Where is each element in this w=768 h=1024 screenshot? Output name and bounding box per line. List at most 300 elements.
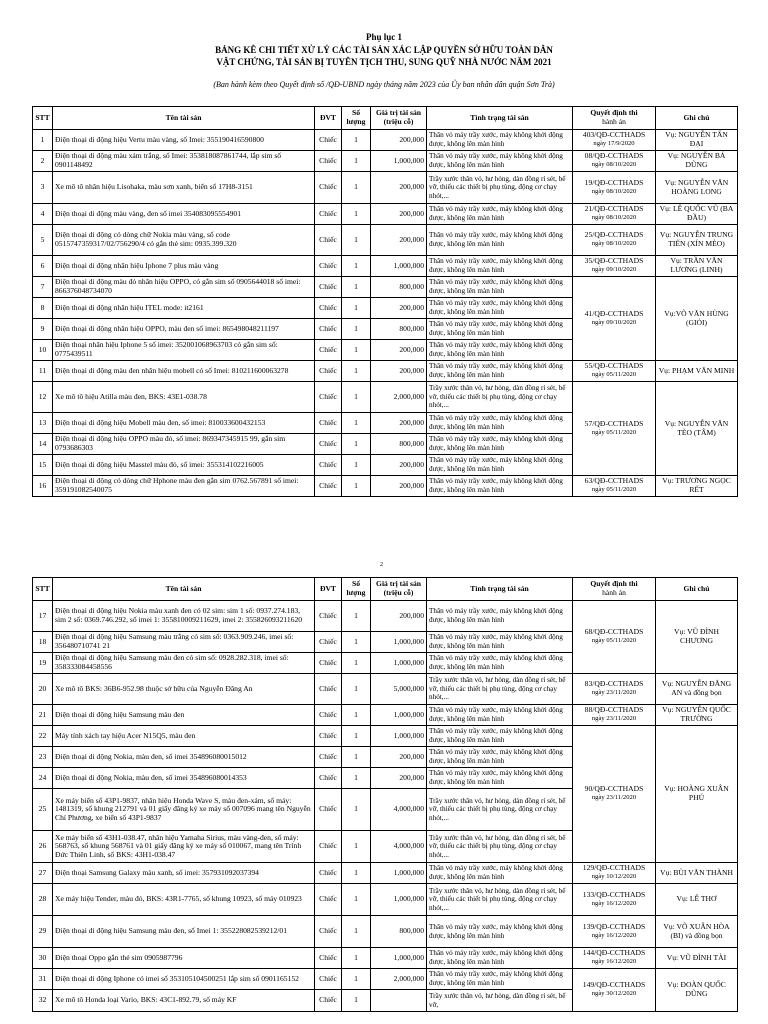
row-value: 200,000 bbox=[371, 413, 427, 434]
row-note: Vụ: NGUYỄN TẤN ĐẠI bbox=[656, 130, 738, 151]
decision-number: 19/QĐ-CCTHADS bbox=[584, 177, 644, 187]
decision-date: ngày 16/12/2020 bbox=[591, 958, 637, 965]
row-decision bbox=[573, 361, 656, 382]
decision-number: 139/QĐ-CCTHADS bbox=[582, 921, 646, 931]
row-asset-name: Điện thoại di động hiệu Vertu màu vàng, số Imei: 355190416590800 bbox=[53, 130, 315, 151]
row-quantity: 1 bbox=[342, 747, 371, 768]
row-unit: Chiếc bbox=[315, 298, 342, 319]
header-qty: Số lượng bbox=[342, 107, 371, 130]
row-note: Vụ: BÙI VĂN THÀNH bbox=[656, 863, 738, 884]
row-asset-name: Điện thoại di động có dòng chữ Nokia màu vàng, số code 0515747359317/02/756290/4 có gắn thẻ sim: 0935.399.320 bbox=[53, 225, 315, 256]
row-quantity: 1 bbox=[342, 969, 371, 990]
table-header-row bbox=[33, 578, 738, 601]
table-row bbox=[33, 726, 738, 747]
row-quantity: 1 bbox=[342, 151, 371, 172]
decision-number: 88/QĐ-CCTHADS bbox=[584, 705, 644, 715]
table-row bbox=[33, 361, 738, 382]
row-condition: Thân vỏ máy trầy xước, máy không khởi động được, không lên màn hình bbox=[427, 361, 573, 382]
row-condition: Trầy xước thân vỏ, hư hỏng, dàn đồng rỉ sét, bể vỡ, thiếu các thiết bị phụ tùng, động cơ chạy nhót,... bbox=[427, 674, 573, 705]
row-value: 800,000 bbox=[371, 277, 427, 298]
row-quantity: 1 bbox=[342, 831, 371, 863]
row-note: Vụ: NGUYỄN VĂN HOÀNG LONG bbox=[656, 172, 738, 204]
row-quantity: 1 bbox=[342, 361, 371, 382]
row-unit: Chiếc bbox=[315, 632, 342, 653]
row-quantity: 1 bbox=[342, 601, 371, 632]
row-unit: Chiếc bbox=[315, 382, 342, 413]
table-row bbox=[33, 863, 738, 884]
row-asset-name: Điện thoại di động Nokia, màu đen, số imei 354896080015012 bbox=[53, 747, 315, 768]
decision-number: 149/QĐ-CCTHADS bbox=[582, 980, 646, 990]
row-unit: Chiếc bbox=[315, 768, 342, 789]
row-decision bbox=[573, 601, 656, 674]
row-condition: Thân vỏ máy trầy xước, máy không khởi động được, không lên màn hình bbox=[427, 705, 573, 726]
row-stt: 21 bbox=[33, 705, 53, 726]
row-condition: Thân vỏ máy trầy xước, máy không khởi động được, không lên màn hình bbox=[427, 256, 573, 277]
row-value: 200,000 bbox=[371, 225, 427, 256]
row-value: 2,000,000 bbox=[371, 382, 427, 413]
table-row bbox=[33, 476, 738, 497]
row-stt: 23 bbox=[33, 747, 53, 768]
row-condition: Thân vỏ máy trầy xước, máy không khởi động được, không lên màn hình bbox=[427, 413, 573, 434]
table-header-row bbox=[33, 107, 738, 130]
header-decision-sub: hành án bbox=[602, 117, 626, 126]
row-unit: Chiếc bbox=[315, 916, 342, 948]
row-condition: Thân vỏ máy trầy xước, máy không khởi động được, không lên màn hình bbox=[427, 601, 573, 632]
row-stt: 16 bbox=[33, 476, 53, 497]
row-stt: 6 bbox=[33, 256, 53, 277]
row-quantity: 1 bbox=[342, 789, 371, 831]
header-name: Tên tài sản bbox=[53, 107, 315, 130]
row-stt: 15 bbox=[33, 455, 53, 476]
row-note: Vụ: VÕ XUÂN HÒA (BI) và đồng bọn bbox=[656, 916, 738, 948]
row-asset-name: Xe máy hiệu Tender, màu đỏ, BKS: 43R1-7765, số khung 10923, số máy 010923 bbox=[53, 884, 315, 916]
row-stt: 28 bbox=[33, 884, 53, 916]
asset-table-page-1 bbox=[32, 106, 738, 497]
row-asset-name: Điện thoại di động hiệu Samsung màu đen có sim số: 0928.282.318, imei số: 358333084458556 bbox=[53, 653, 315, 674]
decision-number: 57/QĐ-CCTHADS bbox=[584, 418, 644, 428]
row-value: 4,000,000 bbox=[371, 789, 427, 831]
decision-date: ngày 09/10/2020 bbox=[591, 318, 637, 326]
document-title-line-1: BẢNG KÊ CHI TIẾT XỬ LÝ CÁC TÀI SẢN XÁC LẬP QUYỀN SỞ HỮU TOÀN DÂN bbox=[215, 45, 553, 55]
row-value: 800,000 bbox=[371, 319, 427, 340]
header-qty: Số lượng bbox=[342, 578, 371, 601]
row-value: 1,000,000 bbox=[371, 256, 427, 277]
row-note: Vụ: NGUYỄN BÁ DŨNG bbox=[656, 151, 738, 172]
row-decision bbox=[573, 277, 656, 361]
row-asset-name: Điện thoại di động hiệu Nokia màu xanh đen có 02 sim: sim 1 số: 0937.274.183, sim 2 số: 0369.746.292, số imei 1: 355810009211629, imei 2: 355826093211620 bbox=[53, 601, 315, 632]
table-row bbox=[33, 204, 738, 225]
decision-date: ngày 08/10/2020 bbox=[591, 240, 637, 247]
row-asset-name: Máy tính xách tay hiệu Acer N15Q5, màu đen bbox=[53, 726, 315, 747]
row-stt: 3 bbox=[33, 172, 53, 204]
row-decision bbox=[573, 916, 656, 948]
row-condition: Thân vỏ máy trầy xước, máy không khởi động được, không lên màn hình bbox=[427, 204, 573, 225]
row-decision bbox=[573, 863, 656, 884]
row-unit: Chiếc bbox=[315, 455, 342, 476]
row-unit: Chiếc bbox=[315, 434, 342, 455]
row-value: 2,000,000 bbox=[371, 969, 427, 990]
row-note: Vụ: VŨ ĐÌNH CHƯƠNG bbox=[656, 601, 738, 674]
row-decision bbox=[573, 884, 656, 916]
row-value: 200,000 bbox=[371, 476, 427, 497]
row-stt: 18 bbox=[33, 632, 53, 653]
row-asset-name: Điện thoại di động nhãn hiệu OPPO, màu đen số imei: 865498048211197 bbox=[53, 319, 315, 340]
row-stt: 12 bbox=[33, 382, 53, 413]
row-value: 1,000,000 bbox=[371, 863, 427, 884]
decision-date: ngày 16/12/2020 bbox=[591, 899, 637, 907]
row-note: Vụ: HOÀNG XUÂN PHÚ bbox=[656, 726, 738, 863]
decision-number: 21/QĐ-CCTHADS bbox=[584, 204, 644, 214]
row-note: Vụ: TRẦN VĂN LƯƠNG (LINH) bbox=[656, 256, 738, 277]
row-unit: Chiếc bbox=[315, 789, 342, 831]
row-value bbox=[371, 990, 427, 1012]
header-stt: STT bbox=[33, 107, 53, 130]
row-asset-name: Điện thoại di động hiệu Samsung màu đen bbox=[53, 705, 315, 726]
row-quantity: 1 bbox=[342, 863, 371, 884]
decision-date: ngày 05/11/2020 bbox=[591, 428, 637, 436]
row-stt: 29 bbox=[33, 916, 53, 948]
row-asset-name: Xe máy biển số 43P1-9837, nhãn hiệu Honda Wave S, màu đen-xám, số máy: 1481319, số khung 212791 và 01 giấy đăng ký xe máy số 007096 mang tên Nguyễn Chí Phương, xe biển số 43P1-9837 bbox=[53, 789, 315, 831]
row-value: 1,000,000 bbox=[371, 726, 427, 747]
row-value: 200,000 bbox=[371, 204, 427, 225]
row-asset-name: Điện thoại di động Iphone có imei số 353105104500251 lắp sim số 0901165152 bbox=[53, 969, 315, 990]
row-quantity: 1 bbox=[342, 884, 371, 916]
row-asset-name: Điện thoại Oppo gắn thẻ sim 0905987796 bbox=[53, 948, 315, 969]
row-unit: Chiếc bbox=[315, 413, 342, 434]
decision-number: 133/QĐ-CCTHADS bbox=[582, 889, 646, 899]
asset-table-page-2 bbox=[32, 577, 738, 1012]
row-stt: 1 bbox=[33, 130, 53, 151]
row-condition: Thân vỏ máy trầy xước, máy không khởi động được, không lên màn hình bbox=[427, 476, 573, 497]
row-quantity: 1 bbox=[342, 455, 371, 476]
row-asset-name: Điện thoại di động hiệu Masstel màu đỏ, số imei: 355314102216005 bbox=[53, 455, 315, 476]
row-stt: 31 bbox=[33, 969, 53, 990]
table-row bbox=[33, 705, 738, 726]
decision-number: 129/QĐ-CCTHADS bbox=[582, 863, 646, 873]
row-note: Vụ: TRƯƠNG NGỌC RẾT bbox=[656, 476, 738, 497]
decision-date: ngày 10/12/2020 bbox=[591, 873, 637, 880]
decision-date: ngày 17/9/2020 bbox=[593, 140, 635, 147]
table-row bbox=[33, 948, 738, 969]
row-note: Vụ: LÊ QUỐC VŨ (BA ĐẦU) bbox=[656, 204, 738, 225]
row-stt: 27 bbox=[33, 863, 53, 884]
decision-date: ngày 08/10/2020 bbox=[591, 214, 637, 221]
row-asset-name: Điện thoại di động có dòng chữ Hphone màu đen gắn sim 0762.567891 số imei: 359191082540075 bbox=[53, 476, 315, 497]
decision-number: 08/QĐ-CCTHADS bbox=[584, 151, 644, 161]
decision-date: ngày 30/12/2020 bbox=[591, 990, 637, 997]
row-quantity: 1 bbox=[342, 434, 371, 455]
header-decision bbox=[573, 578, 656, 601]
row-condition: Thân vỏ máy trầy xước, máy không khởi động được, không lên màn hình bbox=[427, 434, 573, 455]
row-condition: Trầy xước thân vỏ, hư hỏng, dàn đồng rỉ sét, bể vỡ, bbox=[427, 990, 573, 1012]
header-condition: Tình trạng tài sản bbox=[427, 578, 573, 601]
row-note: Vụ: NGUYỄN VĂN TÈO (TÂM) bbox=[656, 382, 738, 476]
row-stt: 4 bbox=[33, 204, 53, 225]
row-condition: Trầy xước thân vỏ, hư hỏng, dàn đồng rỉ sét, bể vỡ, thiếu các thiết bị phụ tùng, động cơ chạy nhót,... bbox=[427, 789, 573, 831]
header-decision bbox=[573, 107, 656, 130]
row-unit: Chiếc bbox=[315, 151, 342, 172]
decision-number: 41/QĐ-CCTHADS bbox=[584, 308, 644, 318]
header-decision-title: Quyết định thi bbox=[590, 579, 638, 589]
header-stt: STT bbox=[33, 578, 53, 601]
row-quantity: 1 bbox=[342, 204, 371, 225]
row-quantity: 1 bbox=[342, 298, 371, 319]
row-asset-name: Điện thoại Samsung Galaxy màu xanh, số imei: 357931092037394 bbox=[53, 863, 315, 884]
row-stt: 8 bbox=[33, 298, 53, 319]
row-condition: Thân vỏ máy trầy xước, máy không khởi động được, không lên màn hình bbox=[427, 948, 573, 969]
row-value: 1,000,000 bbox=[371, 151, 427, 172]
row-value: 800,000 bbox=[371, 916, 427, 948]
row-quantity: 1 bbox=[342, 705, 371, 726]
row-value: 4,000,000 bbox=[371, 831, 427, 863]
row-condition: Thân vỏ máy trầy xước, máy không khởi động được, không lên màn hình bbox=[427, 632, 573, 653]
header-value: Giá trị tài sản (triệu cỗ) bbox=[371, 578, 427, 601]
row-stt: 17 bbox=[33, 601, 53, 632]
row-stt: 30 bbox=[33, 948, 53, 969]
row-unit: Chiếc bbox=[315, 884, 342, 916]
row-decision bbox=[573, 204, 656, 225]
page-number: 2 bbox=[380, 562, 383, 568]
table-row bbox=[33, 884, 738, 916]
row-asset-name: Điện thoại di động hiệu Samsung màu trắng có sim số: 0363.909.246, imei số: 356480710741 21 bbox=[53, 632, 315, 653]
row-quantity: 1 bbox=[342, 382, 371, 413]
decision-date: ngày 08/10/2020 bbox=[591, 187, 637, 195]
table-row bbox=[33, 969, 738, 990]
decision-date: ngày 05/11/2020 bbox=[591, 637, 637, 644]
row-decision bbox=[573, 969, 656, 1012]
row-unit: Chiếc bbox=[315, 747, 342, 768]
table-row bbox=[33, 256, 738, 277]
row-note: Vụ: VŨ ĐÌNH TÀI bbox=[656, 948, 738, 969]
row-value: 1,000,000 bbox=[371, 705, 427, 726]
row-asset-name: Xe mô tô Honda loại Vario, BKS: 43C1-892.79, số máy KF bbox=[53, 990, 315, 1012]
row-unit: Chiếc bbox=[315, 831, 342, 863]
row-stt: 22 bbox=[33, 726, 53, 747]
row-decision bbox=[573, 476, 656, 497]
row-unit: Chiếc bbox=[315, 340, 342, 361]
header-unit: ĐVT bbox=[315, 107, 342, 130]
header-condition: Tình trạng tài sản bbox=[427, 107, 573, 130]
row-asset-name: Xe mô tô BKS: 36B6-952.98 thuộc sở hữu của Nguyễn Đăng An bbox=[53, 674, 315, 705]
row-value: 200,000 bbox=[371, 747, 427, 768]
header-name: Tên tài sản bbox=[53, 578, 315, 601]
header-value: Giá trị tài sản (triệu cỗ) bbox=[371, 107, 427, 130]
row-condition: Thân vỏ máy trầy xước, máy không khởi động được, không lên màn hình bbox=[427, 455, 573, 476]
row-unit: Chiếc bbox=[315, 130, 342, 151]
decision-number: 55/QĐ-CCTHADS bbox=[584, 361, 644, 371]
row-condition: Thân vỏ máy trầy xước, máy không khởi động được, không lên màn hình bbox=[427, 863, 573, 884]
row-unit: Chiếc bbox=[315, 277, 342, 298]
row-condition: Thân vỏ máy trầy xước, máy không khởi động được, không lên màn hình bbox=[427, 340, 573, 361]
row-value: 1,000,000 bbox=[371, 884, 427, 916]
row-asset-name: Điện thoại di động hiệu Mobell màu đen, số imei: 810033600432153 bbox=[53, 413, 315, 434]
row-stt: 26 bbox=[33, 831, 53, 863]
header-note: Ghi chú bbox=[656, 107, 738, 130]
row-quantity: 1 bbox=[342, 225, 371, 256]
table-row bbox=[33, 382, 738, 413]
decision-date: ngày 23/11/2020 bbox=[591, 715, 637, 722]
row-condition: Thân vỏ máy trầy xước, máy không khởi động được, không lên màn hình bbox=[427, 277, 573, 298]
row-unit: Chiếc bbox=[315, 948, 342, 969]
row-condition: Thân vỏ máy trầy xước, máy không khởi động được, không lên màn hình bbox=[427, 653, 573, 674]
appendix-label: Phụ lục 1 bbox=[365, 32, 402, 42]
row-unit: Chiếc bbox=[315, 653, 342, 674]
row-stt: 5 bbox=[33, 225, 53, 256]
row-stt: 32 bbox=[33, 990, 53, 1012]
row-decision bbox=[573, 256, 656, 277]
row-note: Vụ: NGUYỄN QUỐC TRƯỜNG bbox=[656, 705, 738, 726]
row-decision bbox=[573, 948, 656, 969]
row-unit: Chiếc bbox=[315, 674, 342, 705]
row-quantity: 1 bbox=[342, 768, 371, 789]
decision-date: ngày 05/11/2020 bbox=[591, 486, 637, 493]
row-stt: 7 bbox=[33, 277, 53, 298]
row-note: Vụ: LÊ THƠ bbox=[656, 884, 738, 916]
row-stt: 11 bbox=[33, 361, 53, 382]
row-condition: Thân vỏ máy trầy xước, máy không khởi động được, không lên màn hình bbox=[427, 747, 573, 768]
table-row bbox=[33, 674, 738, 705]
header-unit: ĐVT bbox=[315, 578, 342, 601]
row-quantity: 1 bbox=[342, 413, 371, 434]
row-value: 200,000 bbox=[371, 601, 427, 632]
row-quantity: 1 bbox=[342, 674, 371, 705]
document-title-line-2: VẬT CHỨNG, TÀI SẢN BỊ TUYÊN TỊCH THU, SUNG QUỸ NHÀ NƯỚC NĂM 2021 bbox=[216, 57, 552, 67]
row-unit: Chiếc bbox=[315, 969, 342, 990]
decision-number: 403/QĐ-CCTHADS bbox=[582, 130, 646, 140]
row-value: 200,000 bbox=[371, 130, 427, 151]
decision-date: ngày 09/10/2020 bbox=[591, 266, 637, 273]
row-condition: Thân vỏ máy trầy xước, máy không khởi động được, không lên màn hình bbox=[427, 225, 573, 256]
row-value: 200,000 bbox=[371, 298, 427, 319]
decision-number: 68/QĐ-CCTHADS bbox=[584, 627, 644, 637]
row-asset-name: Điện thoại nhãn hiệu Iphone 5 số imei: 352001068963703 có gắn sim số: 0775439511 bbox=[53, 340, 315, 361]
table-row bbox=[33, 151, 738, 172]
row-asset-name: Điện thoại di động màu xám trắng, số Imei: 353818087861744, lắp sim số 0901148492 bbox=[53, 151, 315, 172]
row-decision bbox=[573, 726, 656, 863]
row-asset-name: Điện thoại di động hiệu Samsung màu đen, số Imei 1: 355228082539212/01 bbox=[53, 916, 315, 948]
row-value: 200,000 bbox=[371, 455, 427, 476]
row-value: 200,000 bbox=[371, 768, 427, 789]
row-value: 1,000,000 bbox=[371, 653, 427, 674]
row-value: 5,000,000 bbox=[371, 674, 427, 705]
row-quantity: 1 bbox=[342, 319, 371, 340]
row-unit: Chiếc bbox=[315, 601, 342, 632]
row-condition: Thân vỏ máy trầy xước, máy không khởi động được, không lên màn hình bbox=[427, 130, 573, 151]
row-unit: Chiếc bbox=[315, 476, 342, 497]
row-asset-name: Xe máy biển số 43H1-038.47, nhãn hiệu Yamaha Sirius, màu vàng-đen, số máy: 568763, số khung 568761 và 01 giấy đăng ký xe máy số 010067, mang tên Trình Đức Thiên Linh, số BKS: 43H1-038.47 bbox=[53, 831, 315, 863]
row-asset-name: Điện thoại di động nhãn hiệu ITEL mode: it2161 bbox=[53, 298, 315, 319]
row-decision bbox=[573, 151, 656, 172]
row-value: 800,000 bbox=[371, 434, 427, 455]
row-unit: Chiếc bbox=[315, 705, 342, 726]
row-stt: 20 bbox=[33, 674, 53, 705]
row-asset-name: Xe mô tô nhãn hiệu Lisohaka, màu sơn xanh, biển số 17H8-3151 bbox=[53, 172, 315, 204]
row-stt: 19 bbox=[33, 653, 53, 674]
row-condition: Thân vỏ máy trầy xước, máy không khởi động được, không lên màn hình bbox=[427, 726, 573, 747]
row-quantity: 1 bbox=[342, 340, 371, 361]
table-row bbox=[33, 225, 738, 256]
row-value: 1,000,000 bbox=[371, 948, 427, 969]
row-quantity: 1 bbox=[342, 948, 371, 969]
decision-number: 144/QĐ-CCTHADS bbox=[582, 948, 646, 958]
row-asset-name: Điện thoại di động nhãn hiệu Iphone 7 plus màu vàng bbox=[53, 256, 315, 277]
table-row bbox=[33, 172, 738, 204]
row-quantity: 1 bbox=[342, 632, 371, 653]
row-quantity: 1 bbox=[342, 916, 371, 948]
table-row bbox=[33, 277, 738, 298]
row-condition: Thân vỏ máy trầy xước, máy không khởi động được, không lên màn hình bbox=[427, 768, 573, 789]
row-condition: Thân vỏ máy trầy xước, máy không khởi động được, không lên màn hình bbox=[427, 298, 573, 319]
row-unit: Chiếc bbox=[315, 361, 342, 382]
decision-date: ngày 05/11/2020 bbox=[591, 371, 637, 378]
row-note: Vụ: ĐOÀN QUỐC DŨNG bbox=[656, 969, 738, 1012]
row-condition: Thân vỏ máy trầy xước, máy không khởi động được, không lên màn hình bbox=[427, 916, 573, 948]
row-condition: Trầy xước thân vỏ, hư hỏng, dàn đồng rỉ sét, bể vỡ, thiếu các thiết bị phụ tùng, động cơ chạy nhót,... bbox=[427, 172, 573, 204]
row-quantity: 1 bbox=[342, 726, 371, 747]
row-note: Vụ: NGUYỄN ĐĂNG AN và đồng bọn bbox=[656, 674, 738, 705]
row-quantity: 1 bbox=[342, 277, 371, 298]
row-condition: Thân vỏ máy trầy xước, máy không khởi động được, không lên màn hình bbox=[427, 319, 573, 340]
row-stt: 14 bbox=[33, 434, 53, 455]
row-condition: Thân vỏ máy trầy xước, máy không khởi động được, không lên màn hình bbox=[427, 969, 573, 990]
row-quantity: 1 bbox=[342, 990, 371, 1012]
row-decision bbox=[573, 225, 656, 256]
row-unit: Chiếc bbox=[315, 726, 342, 747]
row-note: Vụ:VÕ VĂN HÙNG (GIỎI) bbox=[656, 277, 738, 361]
row-decision bbox=[573, 172, 656, 204]
row-quantity: 1 bbox=[342, 653, 371, 674]
decision-number: 83/QĐ-CCTHADS bbox=[584, 679, 644, 689]
row-note: Vụ: PHẠM VĂN MINH bbox=[656, 361, 738, 382]
decision-date: ngày 08/10/2020 bbox=[591, 161, 637, 168]
row-stt: 24 bbox=[33, 768, 53, 789]
row-unit: Chiếc bbox=[315, 204, 342, 225]
decision-date: ngày 23/11/2020 bbox=[591, 794, 637, 801]
row-value: 200,000 bbox=[371, 172, 427, 204]
row-quantity: 1 bbox=[342, 256, 371, 277]
decision-date: ngày 16/12/2020 bbox=[591, 931, 637, 939]
row-unit: Chiếc bbox=[315, 225, 342, 256]
row-decision bbox=[573, 674, 656, 705]
table-row bbox=[33, 130, 738, 151]
table-row bbox=[33, 916, 738, 948]
header-note: Ghi chú bbox=[656, 578, 738, 601]
row-stt: 10 bbox=[33, 340, 53, 361]
row-stt: 13 bbox=[33, 413, 53, 434]
row-unit: Chiếc bbox=[315, 319, 342, 340]
decision-date: ngày 23/11/2020 bbox=[591, 689, 637, 696]
row-quantity: 1 bbox=[342, 172, 371, 204]
row-stt: 25 bbox=[33, 789, 53, 831]
row-unit: Chiếc bbox=[315, 256, 342, 277]
decision-number: 90/QĐ-CCTHADS bbox=[584, 784, 644, 794]
row-asset-name: Điện thoại di động hiệu OPPO màu đỏ, số imei: 869347345915 99, gắn sim 0793686303 bbox=[53, 434, 315, 455]
row-asset-name: Điện thoại di động Nokia, màu đen, số imei 354896080014353 bbox=[53, 768, 315, 789]
decision-number: 35/QĐ-CCTHADS bbox=[584, 256, 644, 266]
row-unit: Chiếc bbox=[315, 990, 342, 1012]
row-stt: 2 bbox=[33, 151, 53, 172]
row-quantity: 1 bbox=[342, 130, 371, 151]
row-condition: Trầy xước thân vỏ, hư hỏng, dàn đồng rỉ sét, bể vỡ, thiếu các thiết bị phụ tùng, động cơ chạy nhót,... bbox=[427, 831, 573, 863]
row-condition: Thân vỏ máy trầy xước, máy không khởi động được, không lên màn hình bbox=[427, 151, 573, 172]
row-asset-name: Điện thoại di động màu đen nhãn hiệu mobell có số Imei: 810211600063278 bbox=[53, 361, 315, 382]
row-stt: 9 bbox=[33, 319, 53, 340]
row-note: Vụ: NGUYỄN TRUNG TIẾN (XÍN MÈO) bbox=[656, 225, 738, 256]
document-issuance-note: (Ban hành kèm theo Quyết định số /QĐ-UBND ngày tháng năm 2023 của Ủy ban nhân dân quận Sơn Trà) bbox=[213, 80, 555, 89]
row-value: 200,000 bbox=[371, 340, 427, 361]
header-decision-sub: hành án bbox=[602, 588, 626, 597]
table-row bbox=[33, 601, 738, 632]
